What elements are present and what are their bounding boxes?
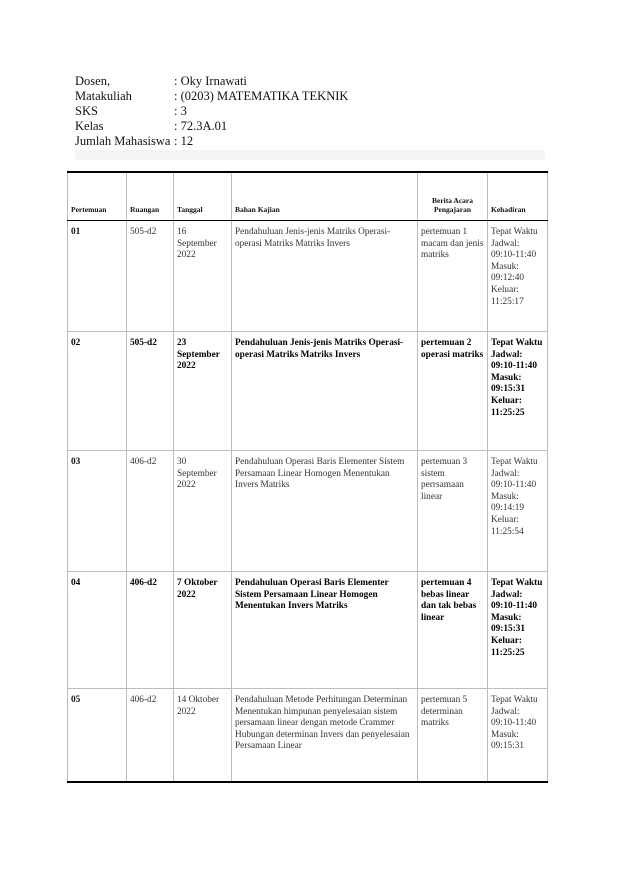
cell-kehadiran: Tepat Waktu Jadwal: 09:10-11:40 Masuk: 09:12:40 Keluar: 11:25:17: [488, 221, 548, 332]
info-row-jumlah: [75, 134, 545, 149]
header-berita-acara: Berita Acara Pengajaran: [418, 172, 488, 221]
table-row: [68, 572, 548, 689]
cell-berita-acara: pertemuan 3 sistem perrsamaan linear: [418, 451, 488, 572]
cell-bahan-kajian: Pendahuluan Operasi Baris Elementer Sistem Persamaan Linear Homogen Menentukan Invers Matriks: [232, 451, 418, 572]
attendance-table: [67, 171, 548, 783]
cell-ruangan: 406-d2: [127, 572, 174, 689]
cell-pertemuan: 02: [68, 332, 127, 451]
cell-kehadiran: Tepat Waktu Jadwal: 09:10-11:40 Masuk: 09:14:19 Keluar: 11:25:54: [488, 451, 548, 572]
matakuliah-value: : (0203) MATEMATIKA TEKNIK: [174, 89, 349, 103]
cell-kehadiran: Tepat Waktu Jadwal: 09:10-11:40 Masuk: 09:15:31: [488, 689, 548, 783]
dosen-label: Dosen,: [75, 74, 111, 88]
cell-bahan-kajian: Pendahuluan Jenis-jenis Matriks Operasi-operasi Matriks Matriks Invers: [232, 221, 418, 332]
dosen-value: : Oky Irnawati: [174, 74, 247, 88]
cell-pertemuan: 01: [68, 221, 127, 332]
info-row-kelas: [75, 119, 545, 134]
cell-ruangan: 406-d2: [127, 689, 174, 783]
cell-pertemuan: 04: [68, 572, 127, 689]
course-info: [75, 74, 545, 149]
cell-tanggal: 23 September 2022: [174, 332, 232, 451]
cell-pertemuan: 03: [68, 451, 127, 572]
header-ruangan: Ruangan: [127, 172, 174, 221]
cell-kehadiran: Tepat Waktu Jadwal: 09:10-11:40 Masuk: 09:15:31 Keluar: 11:25:25: [488, 332, 548, 451]
info-row-sks: [75, 104, 545, 119]
cell-bahan-kajian: Pendahuluan Jenis-jenis Matriks Operasi-operasi Matriks Matriks Invers: [232, 332, 418, 451]
cell-berita-acara: pertemuan 2 operasi matriks: [418, 332, 488, 451]
cell-tanggal: 7 Oktober 2022: [174, 572, 232, 689]
table-row: [68, 332, 548, 451]
header-bahan-kajian: Bahan Kajian: [232, 172, 418, 221]
table-header-row: [68, 172, 548, 221]
info-row-dosen: [75, 74, 545, 89]
table-row: [68, 451, 548, 572]
sks-label: SKS: [75, 104, 98, 118]
cell-berita-acara: pertemuan 5 determinan matriks: [418, 689, 488, 783]
section-divider: [75, 150, 545, 160]
sks-value: : 3: [174, 104, 187, 118]
cell-kehadiran: Tepat Waktu Jadwal: 09:10-11:40 Masuk: 09:15:31 Keluar: 11:25:25: [488, 572, 548, 689]
cell-pertemuan: 05: [68, 689, 127, 783]
cell-berita-acara: pertemuan 4 bebas linear dan tak bebas linear: [418, 572, 488, 689]
cell-ruangan: 406-d2: [127, 451, 174, 572]
header-kehadiran: Kehadiran: [488, 172, 548, 221]
table-row: [68, 221, 548, 332]
cell-ruangan: 505-d2: [127, 221, 174, 332]
cell-tanggal: 16 September 2022: [174, 221, 232, 332]
cell-berita-acara: pertemuan 1 macam dan jenis matriks: [418, 221, 488, 332]
cell-ruangan: 505-d2: [127, 332, 174, 451]
cell-tanggal: 14 Oktober 2022: [174, 689, 232, 783]
header-pertemuan: Pertemuan: [68, 172, 127, 221]
cell-bahan-kajian: Pendahuluan Metode Perhitungan Determinan Menentukan himpunan penyelesaian sistem persamaan linear dengan metode Crammer Hubungan determinan Invers dan penyelesaian Persamaan Linear: [232, 689, 418, 783]
header-tanggal: Tanggal: [174, 172, 232, 221]
cell-bahan-kajian: Pendahuluan Operasi Baris Elementer Sistem Persamaan Linear Homogen Menentukan Invers Matriks: [232, 572, 418, 689]
kelas-label: Kelas: [75, 119, 104, 133]
info-row-matakuliah: [75, 89, 545, 104]
jumlah-label: Jumlah Mahasiswa: [75, 134, 171, 148]
cell-tanggal: 30 September 2022: [174, 451, 232, 572]
matakuliah-label: Matakuliah: [75, 89, 132, 103]
jumlah-value: : 12: [174, 134, 194, 148]
kelas-value: : 72.3A.01: [174, 119, 228, 133]
table-row: [68, 689, 548, 783]
